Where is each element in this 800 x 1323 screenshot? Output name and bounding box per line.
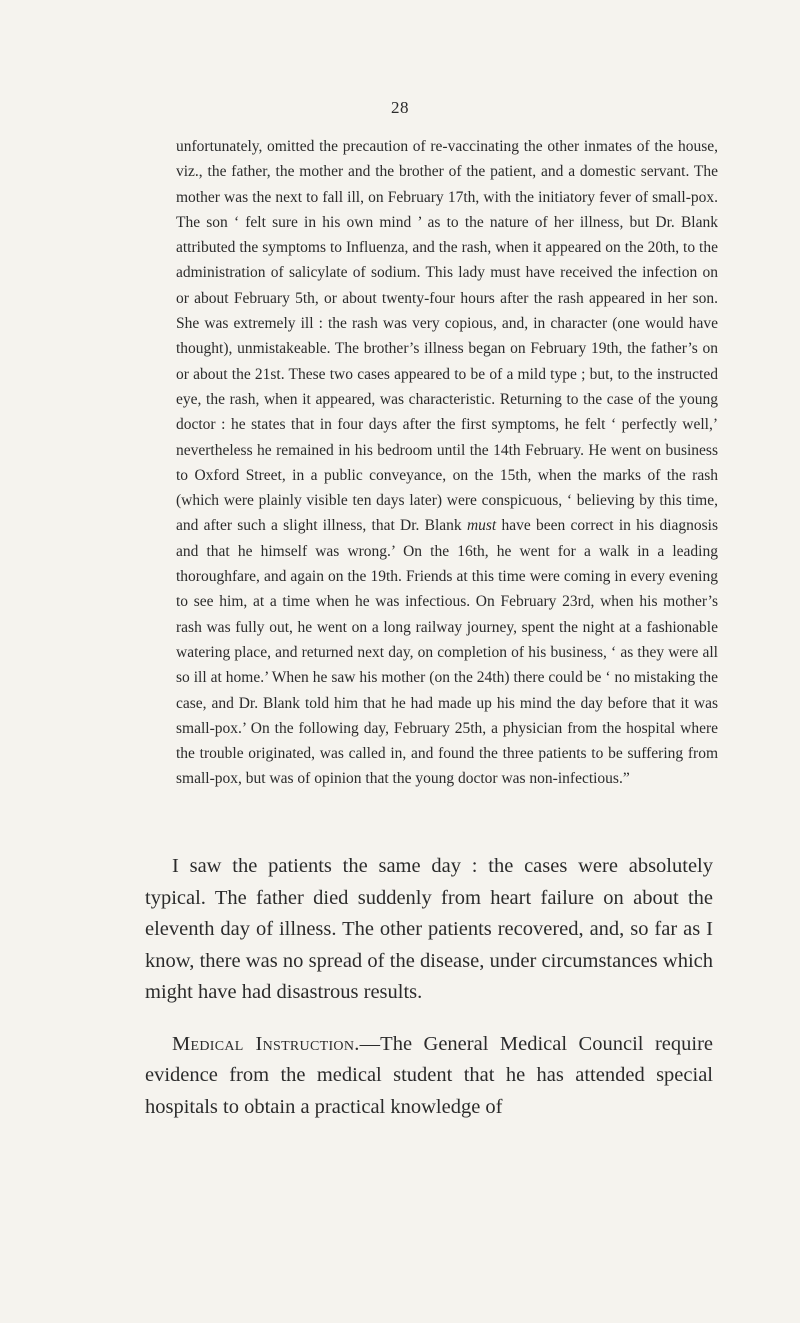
quoted-text-part-2: have been correct in his diagnosis and that he himself was wrong.’ On the 16th, he went for a walk in a leading thoroughfare, and again on the 19th. Friends at this time were coming in every evening to see him, at a time when he was infectious. On February 23rd, when his mother’s rash was fully out, he went on a long railway journey, spent the night at a fashionable watering place, and returned next day, on completion of his business, ‘ as they were all so ill at home.’ When he saw his mother (on the 24th) there could be ‘ no mistaking the case, and Dr. Blank told him that he had made up his mind the day before that it was small-pox.’ On the following day, February 25th, a physician from the hospital where the trouble originated, was called in, and found the three patients to be suffering from small-pox, but was of opinion that the young doctor was non-infectious.” [176,517,719,788]
medical-instruction-text: —The General Medical Council require evidence from the medical student that he has attended special hospitals to obtain a practical knowledge of [145,1032,713,1118]
main-text [145,851,713,1123]
paragraph-patients: I saw the patients the same day : the cases were absolutely typical. The father died suddenly from heart failure on about the eleventh day of illness. The other patients recovered, and, so far as I know, there was no spread of the disease, under circumstances which might have had disastrous results. [145,855,713,1003]
paragraph-medical-instruction [145,1029,713,1124]
section-heading-medical-instruction: Medical Instruction. [172,1032,360,1055]
quoted-passage [176,134,718,792]
page-number: 28 [391,98,409,117]
quoted-paragraph [176,134,718,792]
emphasis-must: must [466,517,497,535]
quoted-text-part-1: unfortunately, omitted the precaution of re-vaccinating the other inmates of the house, viz., the father, the mother and the brother of the patient, and a domestic servant. The mother was the next to fall ill, on February 17th, with the initiatory fever of small-pox. The son ‘ felt sure in his own mind ’ as to the nature of her illness, but Dr. Blank attributed the symptoms to Influenza, and the rash, when it appeared on the 20th, to the administration of salicylate of sodium. This lady must have received the infection on or about February 5th, or about twenty-four hours after the rash appeared in her son. She was extremely ill : the rash was very copious, and, in character (one would have thought), unmistakeable. The brother’s illness began on February 19th, the father’s on or about the 21st. These two cases appeared to be of a mild type ; but, to the instructed eye, the rash, when it appeared, was characteristic. Returning to the case of the young doctor : he states that in four days after the first symptoms, he felt ‘ perfectly well,’ nevertheless he remained in his bedroom until the 14th February. He went on business to Oxford Street, in a public conveyance, on the 15th, when the marks of the rash (which were plainly visible ten days later) were conspicuous, ‘ believing by this time, and after such a slight illness, that Dr. Blank [176,138,718,535]
